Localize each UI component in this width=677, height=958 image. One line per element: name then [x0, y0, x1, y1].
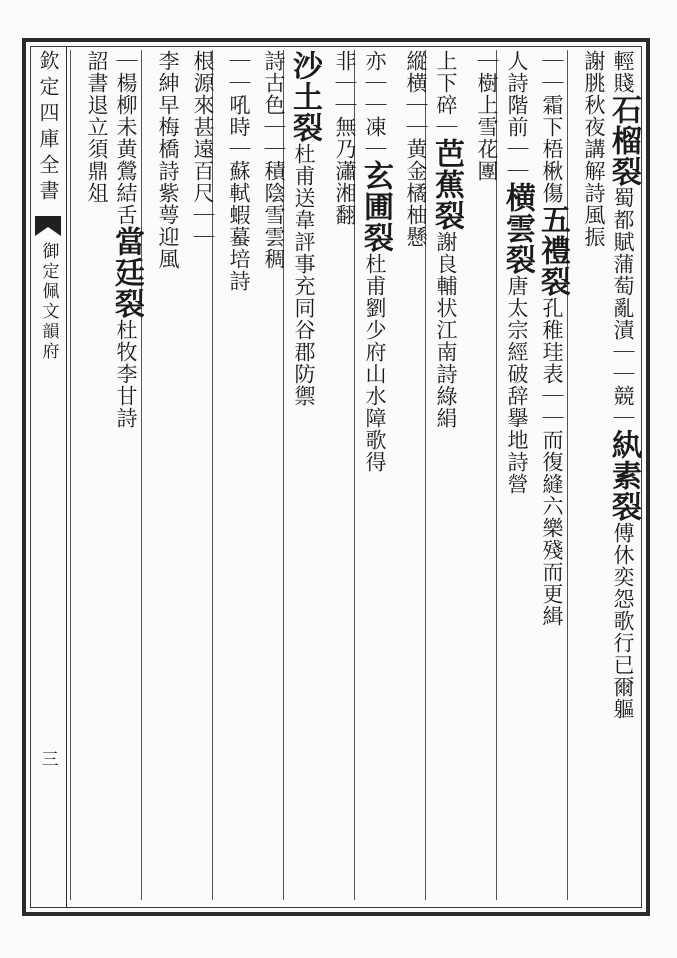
headword: 沙土裂	[287, 50, 322, 143]
text-column	[251, 50, 286, 900]
headword: 横雲裂	[500, 182, 535, 275]
text-column	[322, 50, 357, 900]
text-column	[145, 50, 180, 900]
text-columns	[70, 50, 640, 900]
gloss-text: 謝良輔状江南詩綠絹	[434, 231, 458, 429]
gloss-text: 杜牧李甘詩	[114, 319, 138, 429]
text-column	[216, 50, 251, 900]
text-column	[429, 50, 464, 900]
headword: 紈素裂	[606, 429, 641, 522]
gloss-text: 李紳早梅橋詩紫萼迎風	[156, 50, 180, 270]
gloss-text: 非｜｜無乃瀟湘翻	[333, 50, 357, 226]
gloss-text: 輕賤	[611, 50, 635, 94]
column-rule	[70, 50, 71, 900]
headword: 五禮裂	[535, 204, 570, 297]
book-title: 欽定四庫全書	[36, 50, 60, 206]
text-column	[74, 50, 109, 900]
gloss-text: 唐太宗經破辞擧地詩營	[505, 275, 529, 495]
gloss-text: ｜｜霜下梧楸傷	[540, 50, 564, 204]
text-column	[287, 50, 322, 900]
text-column	[571, 50, 606, 900]
gloss-text: 謝朓秋夜講解詩風振	[582, 50, 606, 248]
text-column	[180, 50, 215, 900]
gloss-text: 杜甫劉少府山水障歌得	[363, 253, 387, 473]
text-column	[109, 50, 144, 900]
headword: 石榴裂	[606, 94, 641, 187]
gloss-text: 蜀都賦蒲萄亂漬｜｜競｜	[611, 187, 635, 429]
gloss-text: 傅休奕怨歌行已爾軀	[611, 522, 635, 720]
gloss-text: 孔稚珪表｜｜而復縫六樂殘而更緝	[540, 297, 564, 627]
text-column	[535, 50, 570, 900]
gloss-text: 詩古色｜｜積陰雪雲稠	[262, 50, 286, 270]
headword: 玄圃裂	[358, 160, 393, 253]
fold-column	[32, 50, 64, 900]
headword: 芭蕉裂	[429, 138, 464, 231]
gloss-text: 亦｜｜凍｜	[363, 50, 387, 160]
text-column	[500, 50, 535, 900]
gloss-text: 杜甫送韋評事充同谷郡防禦	[292, 143, 316, 407]
text-column	[393, 50, 428, 900]
text-column	[606, 50, 641, 900]
gloss-text: ｜樹上雪花團	[475, 50, 499, 182]
gloss-text: 詔書退立須鼎俎	[85, 50, 109, 204]
text-column	[358, 50, 393, 900]
gloss-text: 人詩階前｜｜	[505, 50, 529, 182]
gloss-text: 縱横｜｜黄金橘柚懸	[404, 50, 428, 248]
headword: 當廷裂	[109, 226, 144, 319]
page-number: 三	[37, 750, 58, 767]
volume-title: 御定佩文韻府	[38, 242, 59, 362]
gloss-text: 上下碎｜	[434, 50, 458, 138]
text-column	[464, 50, 499, 900]
fish-tail-mark	[35, 216, 61, 236]
gloss-text: ｜楊柳未黄鶯結舌	[114, 50, 138, 226]
gloss-text: ｜｜吼時｜蘇軾蝦蟇培詩	[227, 50, 251, 292]
fold-divider	[66, 46, 67, 908]
gloss-text: 根源來甚遠百尺｜｜	[191, 50, 215, 248]
